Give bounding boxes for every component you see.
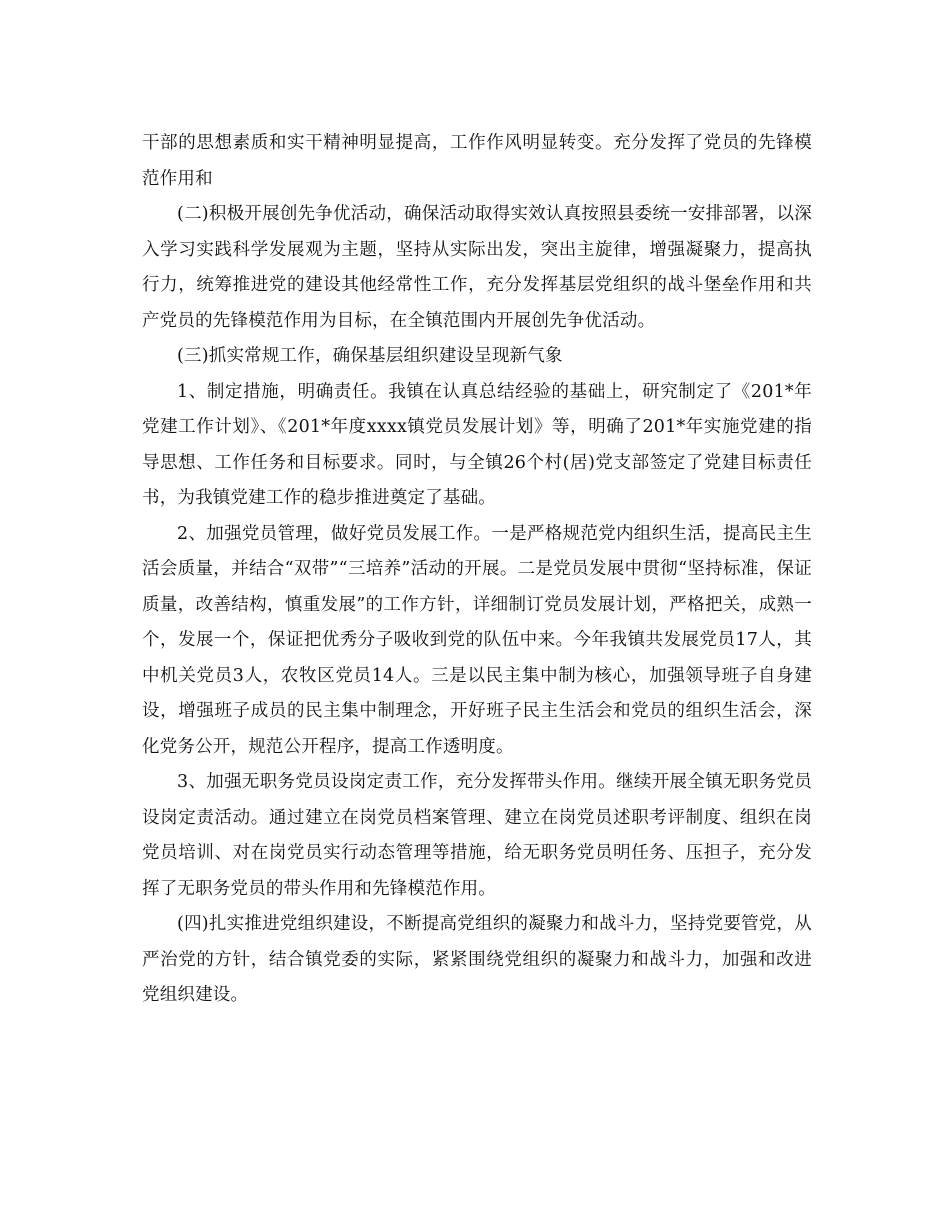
document-body: [142, 126, 812, 1014]
paragraph-item-3: 3、加强无职务党员设岗定责工作，充分发挥带头作用。继续开展全镇无职务党员设岗定责活动。通过建立在岗党员档案管理、建立在岗党员述职考评制度、组织在岗党员培训、对在岗党员实行动态管理等措施，给无职务党员明任务、压担子，充分发挥了无职务党员的带头作用和先锋模范作用。: [142, 772, 812, 899]
paragraph-section-4: (四)扎实推进党组织建设，不断提高党组织的凝聚力和战斗力，坚持党要管党，从严治党的方针，结合镇党委的实际，紧紧围绕党组织的凝聚力和战斗力，加强和改进党组织建设。: [142, 914, 812, 1005]
paragraph-item-1: 1、制定措施，明确责任。我镇在认真总结经验的基础上，研究制定了《201*年党建工作计划》、《201*年度xxxx镇党员发展计划》等，明确了201*年实施党建的指导思想、工作任务和目标要求。同时，与全镇26个村(居)党支部签定了党建目标责任书，为我镇党建工作的稳步推进奠定了基础。: [142, 381, 812, 508]
paragraph-section-2: (二)积极开展创先争优活动，确保活动取得实效认真按照县委统一安排部署，以深入学习实践科学发展观为主题，坚持从实际出发，突出主旋律，增强凝聚力，提高执行力，统筹推进党的建设其他经常性工作，充分发挥基层党组织的战斗堡垒作用和共产党员的先锋模范作用为目标，在全镇范围内开展创先争优活动。: [142, 204, 812, 331]
paragraph-item-2: 2、加强党员管理，做好党员发展工作。一是严格规范党内组织生活，提高民主生活会质量，并结合“双带”“三培养”活动的开展。二是党员发展中贯彻“坚持标准，保证质量，改善结构，慎重发展”的工作方针，详细制订党员发展计划，严格把关，成熟一个，发展一个，保证把优秀分子吸收到党的队伍中来。今年我镇共发展党员17人，其中机关党员3人，农牧区党员14人。三是以民主集中制为核心，加强领导班子自身建设，增强班子成员的民主集中制理念，开好班子民主生活会和党员的组织生活会，深化党务公开，规范公开程序，提高工作透明度。: [142, 523, 812, 757]
paragraph-continuation: 干部的思想素质和实干精神明显提高，工作作风明显转变。充分发挥了党员的先锋模范作用和: [142, 133, 812, 189]
paragraph-section-3-heading: (三)抓实常规工作，确保基层组织建设呈现新气象: [177, 346, 563, 366]
